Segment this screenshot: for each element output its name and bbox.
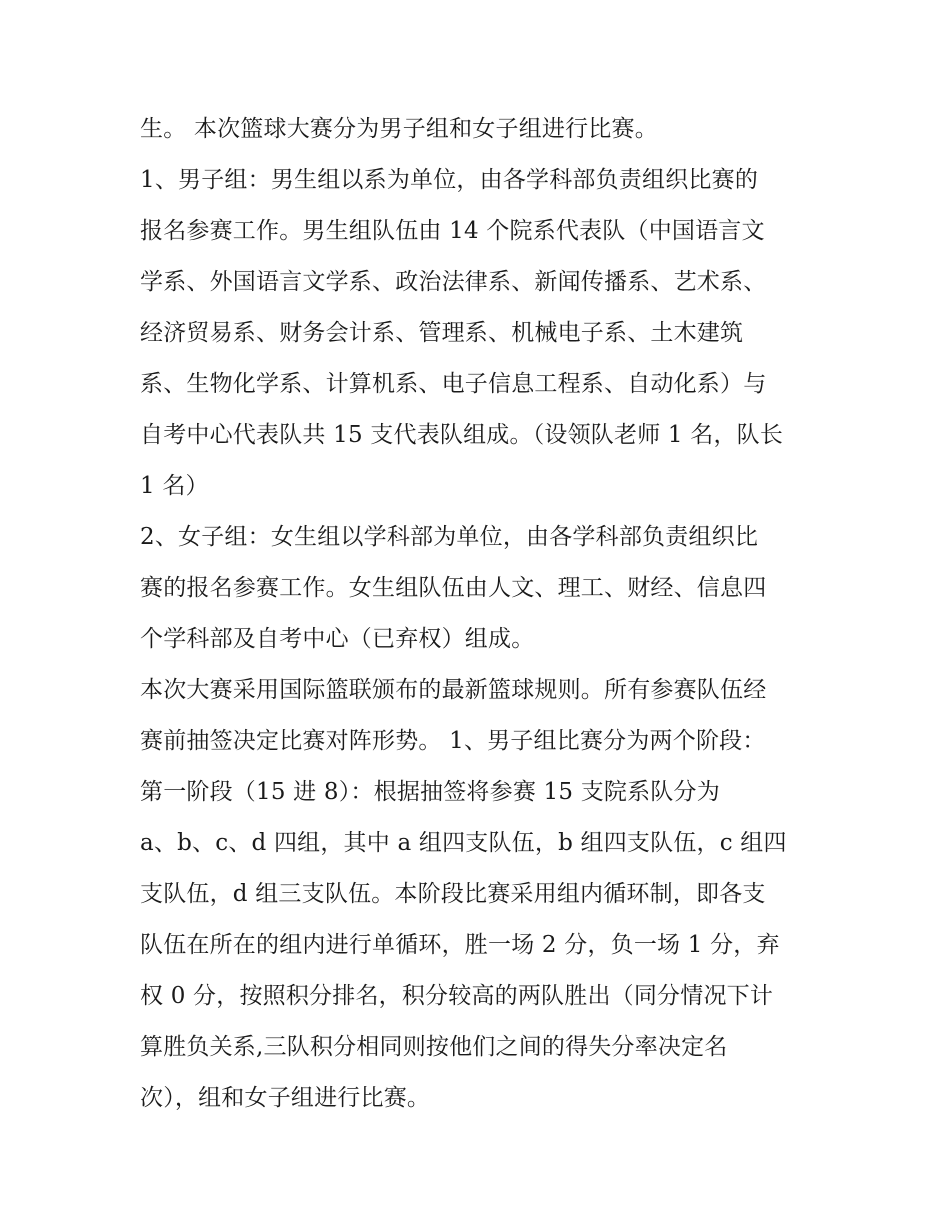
text-line-14: 第一阶段（15 进 8）：根据抽签将参赛 15 支院系队分为	[140, 779, 720, 805]
text-line-18: 权 0 分，按照积分排名，积分较高的两队胜出（同分情况下计	[140, 983, 774, 1009]
text-line-15: a、b、c、d 四组，其中 a 组四支队伍，b 组四支队伍，c 组四	[140, 830, 787, 856]
text-line-9: 2、女子组：女生组以学科部为单位，由各学科部负责组织比	[140, 524, 759, 550]
text-line-2: 1、男子组：男生组以系为单位，由各学科部负责组织比赛的	[140, 167, 759, 193]
text-line-17: 队伍在所在的组内进行单循环，胜一场 2 分，负一场 1 分，弃	[140, 932, 780, 958]
text-line-8: 1 名）	[140, 473, 209, 499]
text-line-19: 算胜负关系,三队积分相同则按他们之间的得失分率决定名	[140, 1034, 728, 1060]
text-line-5: 经济贸易系、财务会计系、管理系、机械电子系、土木建筑	[140, 320, 744, 346]
text-line-20: 次），组和女子组进行比赛。	[140, 1085, 431, 1111]
document-body	[140, 104, 830, 1124]
text-line-1: 生。 本次篮球大赛分为男子组和女子组进行比赛。	[140, 116, 658, 142]
text-line-7: 自考中心代表队共 15 支代表队组成。（设领队老师 1 名，队长	[140, 422, 784, 448]
text-line-3: 报名参赛工作。男生组队伍由 14 个院系代表队（中国语言文	[140, 218, 765, 244]
text-line-11: 个学科部及自考中心（已弃权）组成。	[140, 626, 535, 652]
text-line-6: 系、生物化学系、计算机系、电子信息工程系、自动化系）与	[140, 371, 767, 397]
text-line-10: 赛的报名参赛工作。女生组队伍由人文、理工、财经、信息四	[140, 575, 767, 601]
text-line-4: 学系、外国语言文学系、政治法律系、新闻传播系、艺术系、	[140, 269, 767, 295]
text-line-16: 支队伍，d 组三支队伍。本阶段比赛采用组内循环制，即各支	[140, 881, 766, 907]
text-line-12: 本次大赛采用国际篮联颁布的最新篮球规则。所有参赛队伍经	[140, 677, 767, 703]
text-line-13: 赛前抽签决定比赛对阵形势。 1、男子组比赛分为两个阶段：	[140, 728, 766, 754]
